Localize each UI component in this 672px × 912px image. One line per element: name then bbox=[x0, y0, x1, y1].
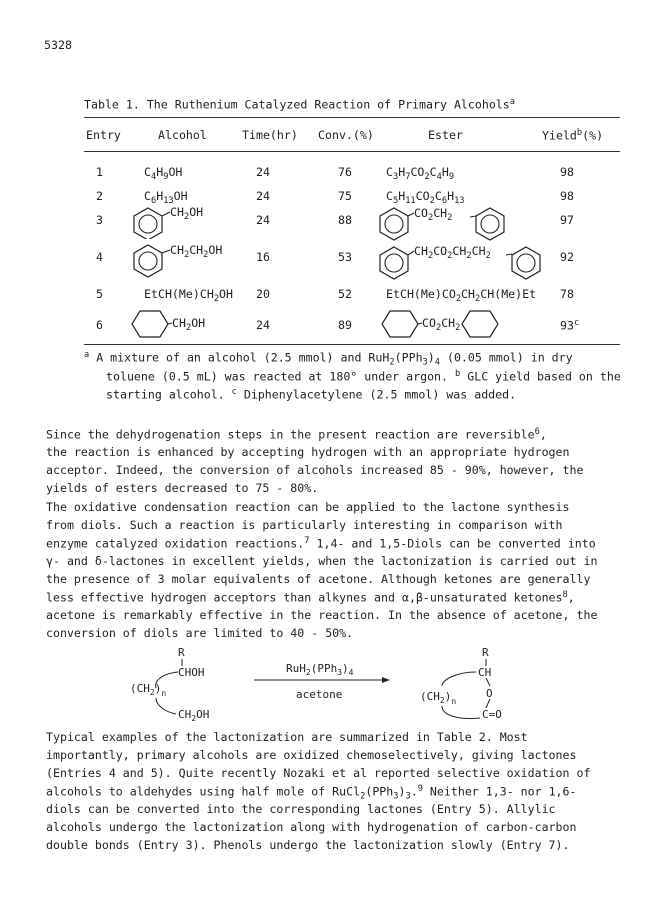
para3-line6: alcohols undergo the lactonization along with hydrogenation of carbon-carbon bbox=[46, 820, 577, 834]
table-header-rule bbox=[84, 151, 620, 152]
header-yield-label: Yield bbox=[542, 128, 577, 143]
row1-yield: 98 bbox=[560, 165, 574, 179]
para2-line8: conversion of diols are limited to 40 - 50%. bbox=[46, 626, 354, 640]
cyclohexane-ring-icon bbox=[462, 311, 498, 337]
table-caption-footnote-mark: a bbox=[509, 97, 516, 107]
para2-line6: less effective hydrogen acceptors than alkynes and α,β-unsaturated ketones$^8$, bbox=[46, 590, 575, 605]
para2-line5: the presence of 3 molar equivalents of acetone. Although ketones are generally bbox=[46, 572, 591, 586]
row6-conv: 89 bbox=[338, 318, 352, 332]
row3-alcohol-structure bbox=[128, 205, 228, 239]
row3-conv: 88 bbox=[338, 213, 352, 227]
row5-time: 20 bbox=[256, 287, 270, 301]
para2-line2: from diols. Such a reaction is particularly interesting in comparison with bbox=[46, 518, 563, 532]
header-yield-unit: (%) bbox=[582, 128, 604, 143]
benzene-ring-icon bbox=[512, 247, 540, 279]
svg-text:CO2CH2: $CO_2CH_2$ bbox=[422, 316, 461, 333]
row5-yield: 78 bbox=[560, 287, 574, 301]
para3-line3: (Entries 4 and 5). Quite recently Nozaki et al reported selective oxidation of bbox=[46, 766, 591, 780]
reactant-r: R bbox=[178, 646, 185, 659]
row4-entry: 4 bbox=[96, 250, 103, 264]
benzene-ring-icon bbox=[134, 245, 162, 277]
benzene-ring-icon bbox=[380, 247, 408, 279]
row5-alcohol: $EtCH(Me)CH_2OH$ bbox=[144, 287, 234, 305]
para1-line3: acceptor. Indeed, the conversion of alcohols increased 85 - 90%, however, the bbox=[46, 463, 584, 477]
para1-line2: the reaction is enhanced by accepting hydrogen with an appropriate hydrogen bbox=[46, 445, 570, 459]
table-caption bbox=[84, 97, 515, 111]
svg-text:CH2CH2OH: $CH_2CH_2OH$ bbox=[170, 243, 223, 260]
para2-line4: γ- and δ-lactones in excellent yields, when the lactonization is carried out in bbox=[46, 554, 598, 568]
cyclohexane-ring-icon bbox=[382, 311, 418, 337]
para3-line7: double bonds (Entry 3). Phenols undergo the lactonization slowly (Entry 7). bbox=[46, 838, 570, 852]
footnote-b: GLC yield based on the bbox=[467, 369, 621, 384]
reactant-ch2n: $(CH_2)_n$ bbox=[130, 682, 167, 698]
para3-line1: Typical examples of the lactonization are summarized in Table 2. Most bbox=[46, 730, 528, 744]
lactonization-scheme bbox=[120, 646, 560, 722]
row2-entry: 2 bbox=[96, 189, 103, 203]
para3-line5: diols can be converted into the corresponding lactones (Entry 5). Allylic bbox=[46, 802, 556, 816]
row2-ester: $C_5H_{11}CO_2C_6H_{13}$ bbox=[386, 189, 465, 207]
svg-text:CO2CH2: $CO_2CH_2$ bbox=[414, 206, 453, 223]
row4-time: 16 bbox=[256, 250, 270, 264]
row6-time: 24 bbox=[256, 318, 270, 332]
reagent: $RuH_2(PPh_3)_4$ bbox=[286, 662, 354, 677]
footnote-a-line2: toluene (0.5 mL) was reacted at 180° under argon. $^b$ GLC yield based on the bbox=[106, 369, 621, 384]
row1-ester: $C_3H_7CO_2C_4H_9$ bbox=[386, 165, 455, 183]
row4-conv: 53 bbox=[338, 250, 352, 264]
row6-yield: 93$^c$ bbox=[560, 318, 580, 333]
footnote-c-mark: c bbox=[231, 387, 237, 397]
svg-text:CH2CO2CH2CH2: $CH_2CO_2CH_2CH_2$ bbox=[414, 244, 491, 261]
svg-text:CH2OH: $CH_2OH$ bbox=[172, 316, 206, 333]
product-carbonyl: C=O bbox=[482, 708, 502, 721]
header-yield bbox=[542, 128, 603, 142]
row6-entry: 6 bbox=[96, 318, 103, 332]
row2-conv: 75 bbox=[338, 189, 352, 203]
benzene-ring-icon bbox=[134, 208, 162, 239]
svg-text:CH2OH: $CH_2OH$ bbox=[170, 205, 204, 222]
row3-time: 24 bbox=[256, 213, 270, 227]
row3-entry: 3 bbox=[96, 213, 103, 227]
arrow-head-icon bbox=[382, 677, 390, 683]
header-yield-footnote: b bbox=[576, 128, 583, 138]
benzene-ring-icon bbox=[476, 208, 504, 240]
row4-yield: 92 bbox=[560, 250, 574, 264]
row1-alcohol: $C_4H_9OH$ bbox=[144, 165, 183, 183]
row2-alcohol: $C_6H_{13}OH$ bbox=[144, 189, 188, 207]
row6-ester-structure bbox=[378, 308, 508, 340]
row3-yield: 97 bbox=[560, 213, 574, 227]
row6-alcohol-structure bbox=[128, 308, 238, 340]
para1-line4: yields of esters decreased to 75 - 80%. bbox=[46, 481, 319, 495]
cyclohexane-ring-icon bbox=[132, 311, 168, 337]
footnote-a-line3: starting alcohol. $^c$ Diphenylacetylene (2.5 mmol) was added. bbox=[106, 387, 517, 402]
header-time: Time(hr) bbox=[242, 128, 298, 142]
row1-time: 24 bbox=[256, 165, 270, 179]
header-entry: Entry bbox=[86, 128, 121, 142]
header-conv: Conv.(%) bbox=[318, 128, 374, 142]
row5-ester: $EtCH(Me)CO_2CH_2CH(Me)Et$ bbox=[386, 287, 537, 305]
table-top-rule bbox=[84, 117, 620, 118]
row2-time: 24 bbox=[256, 189, 270, 203]
solvent: acetone bbox=[296, 688, 343, 701]
footnote-b-mark: b bbox=[455, 369, 461, 379]
para2-line7: acetone is remarkably effective in the reaction. In the absence of acetone, the bbox=[46, 608, 598, 622]
footnote-a: $^a$ A mixture of an alcohol (2.5 mmol) and $RuH_2(PPh_3)_4$ (0.05 mmol) in dry bbox=[84, 350, 573, 368]
row2-yield: 98 bbox=[560, 189, 574, 203]
para1-line1: Since the dehydrogenation steps in the present reaction are reversible$^6$, bbox=[46, 427, 547, 442]
product-ch2n: $(CH_2)_n$ bbox=[420, 690, 457, 706]
para3-line4: alcohols to aldehydes using half mole of $RuCl_2(PPh_3)_3.^9$ Neither 1,3- nor 1,6- bbox=[46, 784, 577, 802]
table-caption-text: Table 1. The Ruthenium Catalyzed Reaction of Primary Alcohols bbox=[84, 97, 510, 112]
product-o: O bbox=[486, 687, 493, 700]
row4-ester-structure bbox=[374, 242, 552, 282]
product-r: R bbox=[482, 646, 489, 659]
footnote-c: Diphenylacetylene (2.5 mmol) was added. bbox=[236, 387, 517, 402]
para2-line3: enzyme catalyzed oxidation reactions.$^7$ 1,4- and 1,5-Diols can be converted into bbox=[46, 536, 596, 551]
reactant-chou: CHOH bbox=[178, 666, 205, 679]
page-number: 5328 bbox=[44, 38, 72, 52]
header-alcohol: Alcohol bbox=[158, 128, 207, 142]
row1-conv: 76 bbox=[338, 165, 352, 179]
header-ester: Ester bbox=[428, 128, 463, 142]
para2-line1: The oxidative condensation reaction can be applied to the lactone synthesis bbox=[46, 500, 570, 514]
product-ch: CH bbox=[478, 666, 492, 679]
para3-line2: importantly, primary alcohols are oxidized chemoselectively, giving lactones bbox=[46, 748, 577, 762]
row3-ester-structure bbox=[374, 205, 514, 241]
reactant-ch2oh: $CH_2OH$ bbox=[178, 708, 210, 722]
row1-entry: 1 bbox=[96, 165, 103, 179]
table-bottom-rule bbox=[84, 344, 620, 345]
benzene-ring-icon bbox=[380, 208, 408, 240]
row5-conv: 52 bbox=[338, 287, 352, 301]
row5-entry: 5 bbox=[96, 287, 103, 301]
row4-alcohol-structure bbox=[128, 242, 248, 280]
